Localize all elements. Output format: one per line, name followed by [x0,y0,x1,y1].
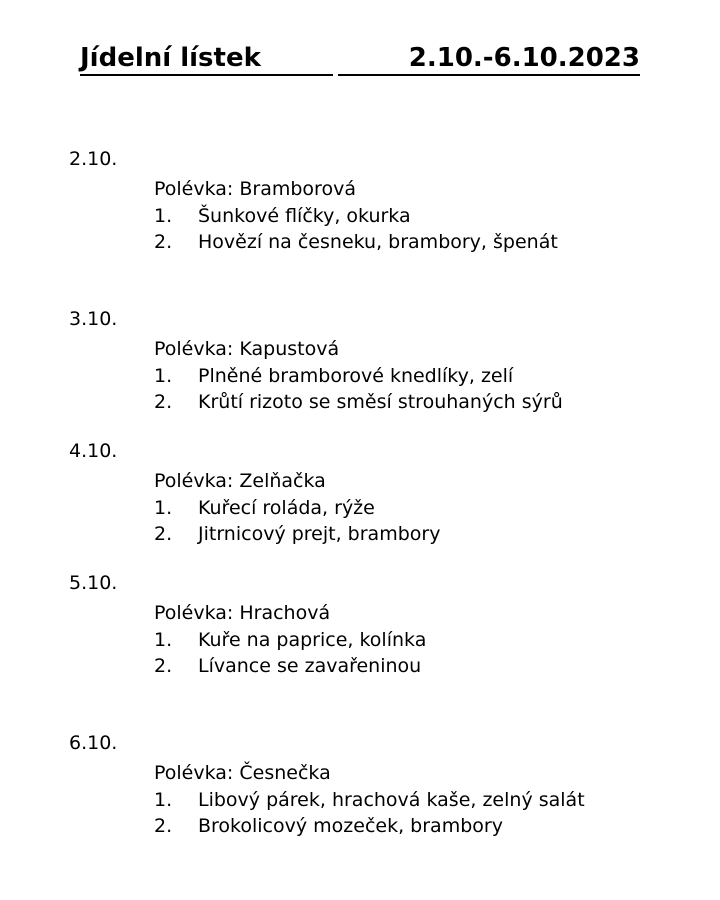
day-menu [154,176,669,256]
dish-text: Kuřecí roláda, rýže [198,496,375,519]
soup-of-the-day: Polévka: Hrachová [154,602,331,624]
soup-of-the-day: Polévka: Česnečka [154,762,331,784]
dish-text: Krůtí rizoto se směsí strouhaných sýrů [198,391,563,413]
dish-number: 1. [154,364,173,387]
dish-item [154,627,669,654]
dish-item [154,495,669,522]
menu-date-range: 2.10.-6.10.2023 [338,42,640,76]
day-date: 3.10. [69,308,118,330]
dish-number: 2. [154,655,173,677]
menu-title: Jídelní lístek [80,42,333,76]
dish-text: Libový párek, hrachová kaše, zelný salát [198,788,585,811]
dish-text: Plněné bramborové knedlíky, zelí [198,364,514,387]
dish-number: 1. [154,204,173,227]
day-section-6-10 [69,730,669,840]
dish-number: 1. [154,496,173,519]
dish-text: Brokolicový mozeček, brambory [198,815,503,837]
dish-item [154,653,669,680]
day-menu [154,336,669,416]
dish-text: Jitrnicový prejt, brambory [198,523,441,545]
dish-item [154,813,669,840]
soup-of-the-day: Polévka: Bramborová [154,178,356,200]
day-menu [154,760,669,840]
dish-item [154,229,669,256]
day-section-5-10 [69,570,669,680]
dish-text: Lívance se zavařeninou [198,655,422,677]
dish-item [154,389,669,416]
dish-number: 2. [154,391,173,413]
day-date: 4.10. [69,440,118,462]
dish-text: Šunkové flíčky, okurka [198,204,411,227]
dish-number: 1. [154,628,173,651]
day-section-4-10 [69,438,669,548]
day-date: 5.10. [69,572,118,594]
day-section-3-10 [69,306,669,416]
dish-text: Hovězí na česneku, brambory, špenát [198,231,558,253]
dish-item [154,363,669,390]
menu-header [80,42,640,78]
dish-number: 1. [154,788,173,811]
dish-number: 2. [154,815,173,837]
dish-item [154,787,669,814]
dish-item [154,203,669,230]
day-date: 2.10. [69,148,118,170]
dish-text: Kuře na paprice, kolínka [198,628,427,651]
dish-number: 2. [154,523,173,545]
soup-of-the-day: Polévka: Zelňačka [154,470,326,492]
soup-of-the-day: Polévka: Kapustová [154,338,340,360]
day-section-2-10 [69,146,669,256]
day-date: 6.10. [69,732,118,754]
day-menu [154,468,669,548]
dish-number: 2. [154,231,173,253]
dish-item [154,521,669,548]
day-menu [154,600,669,680]
